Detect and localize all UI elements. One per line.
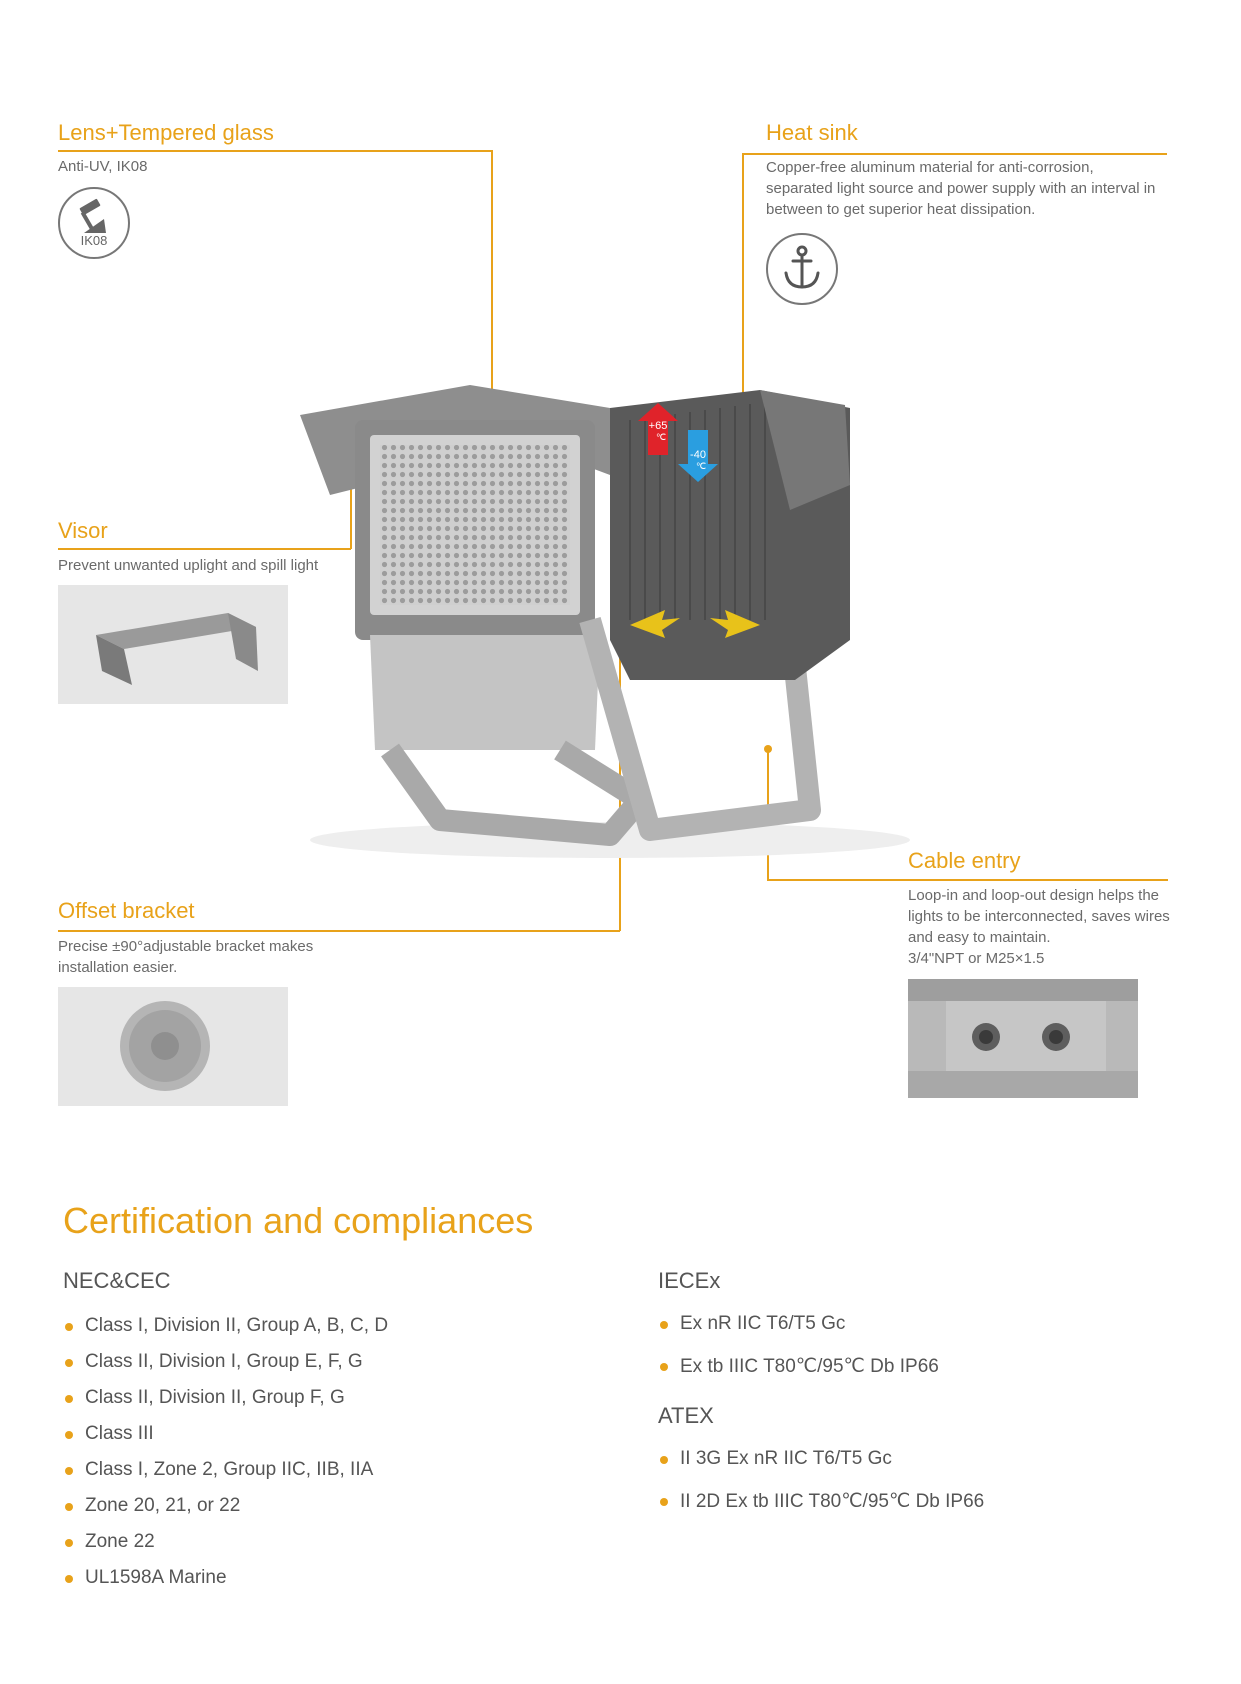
bullet-icon — [660, 1456, 668, 1464]
visor-image — [58, 585, 288, 704]
list-item: Class II, Division II, Group F, G — [63, 1387, 388, 1423]
iecex-list — [658, 1313, 939, 1397]
ik08-badge-label: IK08 — [80, 233, 108, 248]
list-item: II 3G Ex nR IIC T6/T5 Gc — [658, 1448, 984, 1490]
offset-bracket-title: Offset bracket — [58, 898, 195, 923]
anchor-icon — [768, 235, 836, 303]
low-temperature-label: -40 — [690, 449, 706, 461]
high-temperature-unit: ℃ — [656, 432, 667, 442]
cable-entry-spec: 3/4"NPT or M25×1.5 — [908, 950, 1045, 967]
low-temperature-unit: ℃ — [696, 461, 707, 471]
list-item: Class I, Zone 2, Group IIC, IIB, IIA — [63, 1459, 388, 1495]
bullet-icon — [65, 1575, 73, 1583]
list-item: Class I, Division II, Group A, B, C, D — [63, 1315, 388, 1351]
bullet-icon — [65, 1323, 73, 1331]
list-item: Zone 20, 21, or 22 — [63, 1495, 388, 1531]
cable-entry-desc: Loop-in and loop-out design helps the lights to be interconnected, saves wires and easy to maintain. — [908, 887, 1170, 946]
atex-heading: ATEX — [658, 1403, 714, 1428]
bullet-icon — [65, 1467, 73, 1475]
visor-desc: Prevent unwanted uplight and spill light — [58, 557, 319, 574]
certification-title: Certification and compliances — [63, 1200, 534, 1241]
lens-desc: Anti-UV, IK08 — [58, 158, 148, 175]
bullet-icon — [65, 1395, 73, 1403]
atex-list — [658, 1448, 984, 1532]
bullet-icon — [660, 1498, 668, 1506]
heat-sink-title: Heat sink — [766, 120, 858, 145]
cable-entry-title: Cable entry — [908, 848, 1021, 873]
list-item: II 2D Ex tb IIIC T80℃/95℃ Db IP66 — [658, 1490, 984, 1532]
list-item: Class III — [63, 1423, 388, 1459]
iecex-heading: IECEx — [658, 1268, 721, 1293]
visor-title: Visor — [58, 518, 108, 543]
list-item: Ex tb IIIC T80℃/95℃ Db IP66 — [658, 1355, 939, 1397]
bullet-icon — [660, 1363, 668, 1371]
offset-bracket-desc: Precise ±90°adjustable bracket makes installation easier. — [58, 938, 314, 976]
list-item: Zone 22 — [63, 1531, 388, 1567]
cable-entry-image — [908, 979, 1138, 1098]
high-temperature-arrow-icon — [638, 403, 678, 455]
low-temperature-arrow-icon — [678, 430, 718, 482]
heat-sink-underline — [742, 153, 1167, 155]
nec-list — [63, 1315, 388, 1603]
bullet-icon — [65, 1359, 73, 1367]
bracket-dial-image — [58, 987, 288, 1106]
bullet-icon — [65, 1539, 73, 1547]
list-item: Class II, Division I, Group E, F, G — [63, 1351, 388, 1387]
high-temperature-label: +65 — [648, 420, 668, 432]
list-item: UL1598A Marine — [63, 1567, 388, 1603]
ik08-badge — [58, 187, 130, 259]
bullet-icon — [65, 1503, 73, 1511]
lens-underline — [58, 150, 492, 152]
nec-heading: NEC&CEC — [63, 1268, 171, 1293]
product-floodlight-image — [290, 380, 910, 860]
heat-sink-desc: Copper-free aluminum material for anti-corrosion, separated light source and power supply with an interval in between to get superior heat dissipation. — [766, 159, 1156, 218]
cable-entry-underline — [767, 879, 1168, 881]
lens-title: Lens+Tempered glass — [58, 120, 274, 145]
offset-bracket-underline — [58, 930, 620, 932]
anticorrosion-badge — [766, 233, 838, 305]
bullet-icon — [65, 1431, 73, 1439]
list-item: Ex nR IIC T6/T5 Gc — [658, 1313, 939, 1355]
bullet-icon — [660, 1321, 668, 1329]
